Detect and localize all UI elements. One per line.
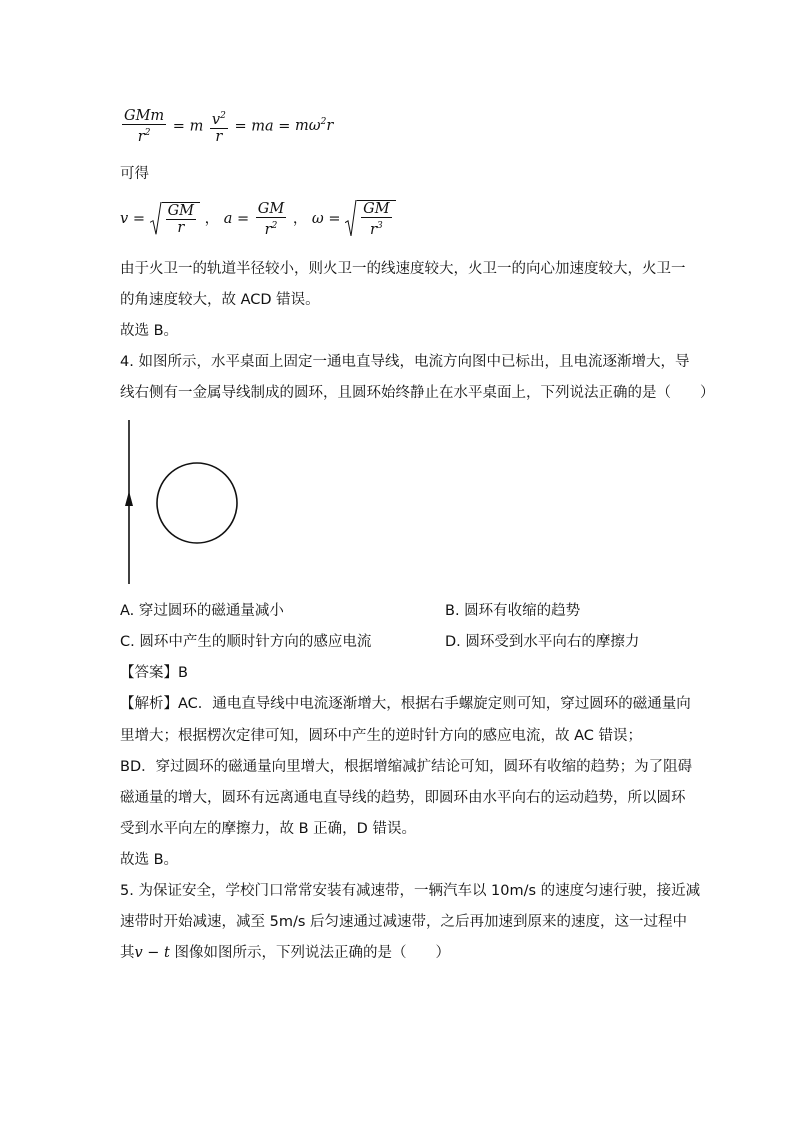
option-a: A. 穿过圆环的磁通量减小 [120,603,284,619]
equals-sign: = [278,118,291,135]
paragraph-1-line-2: 的角速度较大，故 ACD 错误。 [120,292,320,308]
fraction-numerator: GMm [124,108,165,124]
ma-term: ma [251,118,274,135]
fraction-denominator: r [215,128,223,145]
equals-sign: = [234,118,247,135]
omega-symbol: ω [311,210,324,227]
formula-1 [120,108,333,145]
separator: ， [292,210,308,227]
choice-line-1: 故选 B。 [120,323,179,339]
separator: ， [204,210,220,227]
question-5-line-1: 5. 为保证安全，学校门口常常安装有减速带，一辆汽车以 10m/s 的速度匀速行驶，接近减 [120,883,701,899]
equals-sign: = [237,210,250,227]
fraction-gmm-r2 [122,108,166,145]
analysis-line-5: 受到水平向左的摩擦力，故 B 正确，D 错误。 [120,821,416,837]
question-5-line-2: 速带时开始减速，减至 5m/s 后匀速通过减速带，之后再加速到原来的速度，这一过程中 [120,914,688,930]
equals-sign: = [132,210,145,227]
v-symbol: v [120,210,129,227]
radical-sign-icon [150,202,162,236]
fraction-denominator: $r^2$ [137,128,151,145]
option-b: B. 圆环有收缩的趋势 [445,603,581,619]
wire-ring-diagram [118,418,248,590]
equals-sign: = [328,210,341,227]
question-5-line-3 [120,943,450,963]
analysis-line-3: BD．穿过圆环的磁通量向里增大，根据增缩减扩结论可知，圆环有收缩的趋势；为了阻碍 [120,759,693,775]
analysis-line-4: 磁通量的增大，圆环有远离通电直导线的趋势，即圆环由水平向右的运动趋势，所以圆环 [120,790,686,806]
sqrt-gm-r [150,202,200,236]
radical-sign-icon [345,200,357,238]
fraction-numerator: $v^2$ [210,108,228,129]
q5-prefix: 其 [120,945,135,961]
text-kede: 可得 [120,166,149,182]
fraction-v2-r [210,108,228,145]
sqrt-gm-r3 [345,200,395,238]
metal-ring [157,463,237,543]
analysis-line-1: 【解析】AC．通电直导线中电流逐渐增大，根据右手螺旋定则可知，穿过圆环的磁通量向 [120,696,691,712]
answer-line: 【答案】B [120,665,188,681]
paragraph-1-line-1: 由于火卫一的轨道半径较小，则火卫一的线速度较大，火卫一的向心加速度较大，火卫一 [120,261,686,277]
question-4-line-1: 4. 如图所示，水平桌面上固定一通电直导线，电流方向图中已标出，且电流逐渐增大，导 [120,354,690,370]
sqrt-denominator: $r^3$ [370,221,383,238]
analysis-line-2: 里增大；根据楞次定律可知，圆环中产生的逆时针方向的感应电流，故 AC 错误； [120,728,643,744]
sqrt-denominator: r [177,219,185,236]
mass-symbol: m [189,118,204,135]
choice-line-2: 故选 B。 [120,852,179,868]
fraction-denominator: $r^2$ [264,220,278,238]
fraction-numerator: GM [257,200,285,217]
formula-2 [120,200,396,238]
m-omega2-r-term: $m\omega^2r$ [295,117,334,135]
q5-suffix: 图像如图所示，下列说法正确的是（ ） [169,945,450,961]
option-c: C. 圆环中产生的顺时针方向的感应电流 [120,634,372,650]
v-t-symbol: v − t [134,945,170,961]
option-d: D. 圆环受到水平向右的摩擦力 [445,634,640,650]
fraction-gm-r2 [256,201,286,238]
sqrt-numerator: GM [167,202,195,219]
a-symbol: a [223,210,233,227]
equals-sign: = [172,118,185,135]
question-4-line-2: 线右侧有一金属导线制成的圆环，且圆环始终静止在水平桌面上，下列说法正确的是（ ） [120,385,715,401]
current-direction-arrow-icon [125,491,133,506]
sqrt-numerator: GM [363,201,390,217]
